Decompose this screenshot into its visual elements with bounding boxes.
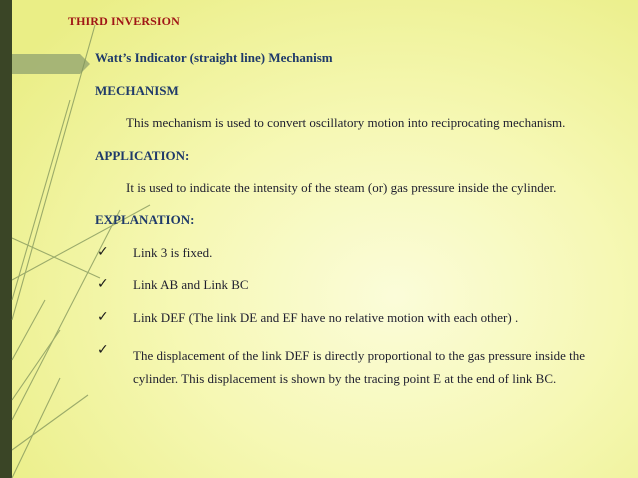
- title-arrow-banner: [12, 54, 90, 74]
- checkmark-icon: ✓: [97, 244, 109, 260]
- application-label: APPLICATION:: [95, 148, 190, 163]
- bullet-item: Link AB and Link BC: [133, 277, 249, 292]
- explanation-label: EXPLANATION:: [95, 212, 195, 227]
- slide-title: Watt’s Indicator (straight line) Mechanism: [95, 50, 333, 65]
- mechanism-text: This mechanism is used to convert oscillatory motion into reciprocating mechanism.: [126, 115, 566, 130]
- bullet-item: Link 3 is fixed.: [133, 245, 213, 260]
- checkmark-icon: ✓: [97, 276, 109, 292]
- checkmark-icon: ✓: [97, 342, 109, 358]
- slide-heading: THIRD INVERSION: [68, 14, 180, 28]
- bullet-item: Link DEF (The link DE and EF have no relative motion with each other) .: [133, 310, 519, 325]
- bullet-item: The displacement of the link DEF is directly proportional to the gas pressure inside the cylinder. This displacement is shown by the tracing point E at the end of link BC.: [133, 348, 586, 386]
- checkmark-icon: ✓: [97, 309, 109, 325]
- mechanism-label: MECHANISM: [95, 83, 179, 98]
- application-text: It is used to indicate the intensity of the steam (or) gas pressure inside the cylinder.: [126, 180, 557, 195]
